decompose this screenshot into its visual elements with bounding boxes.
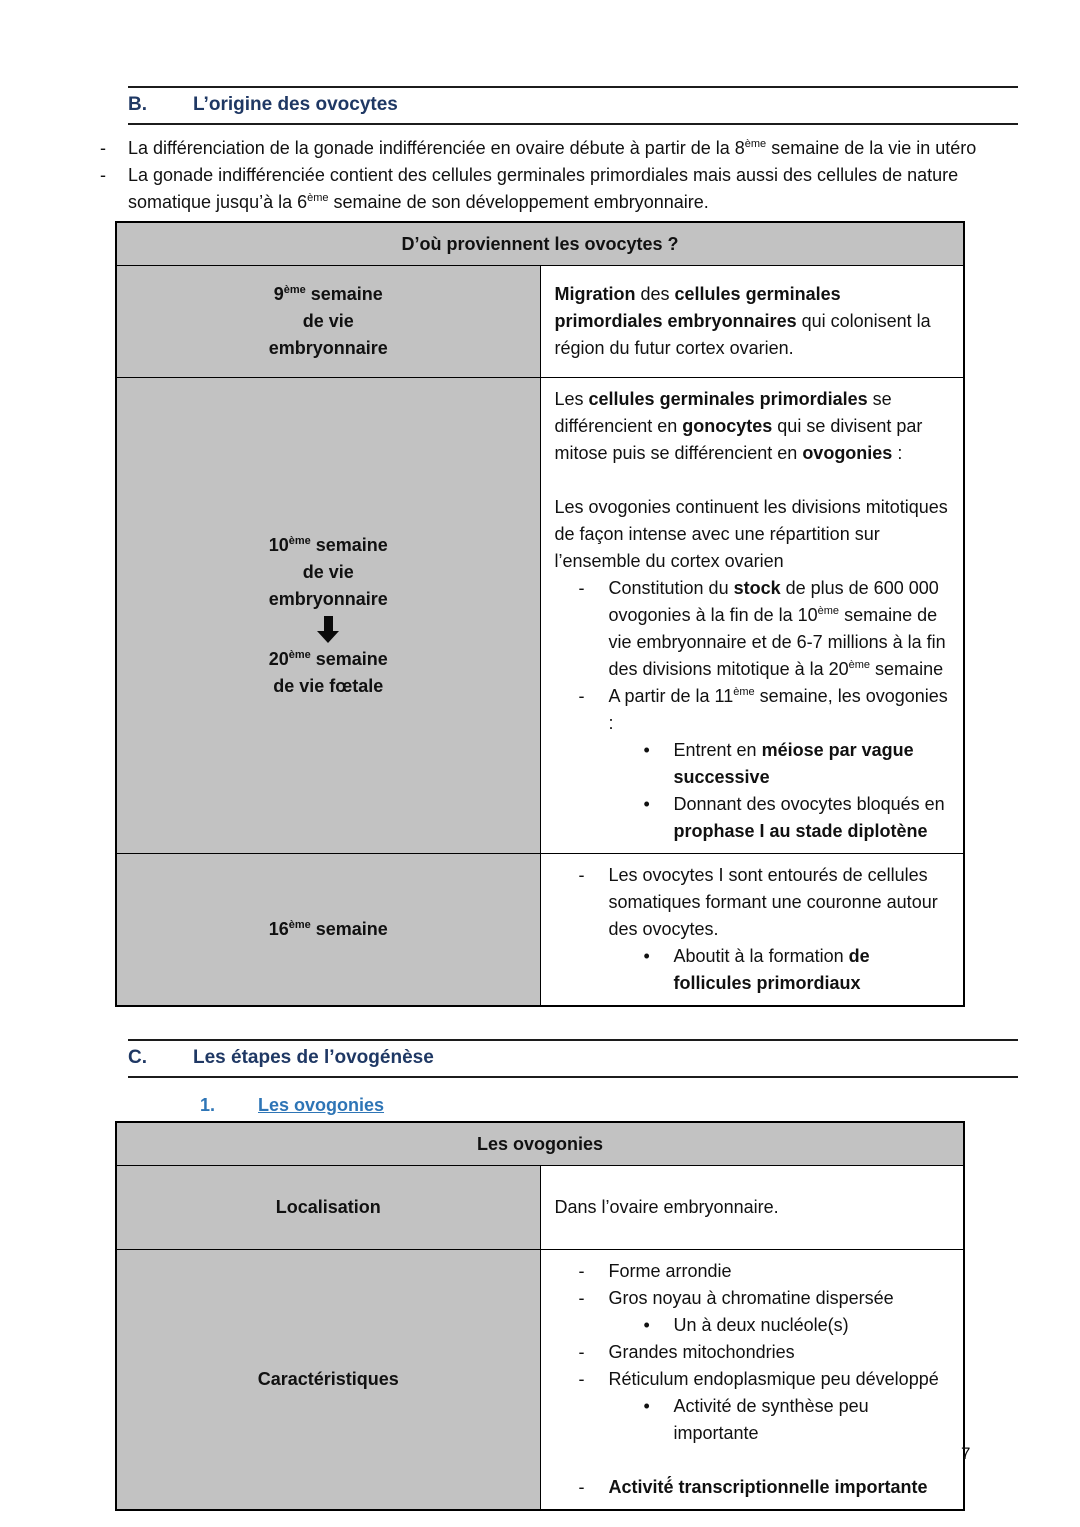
list-item <box>555 1312 950 1339</box>
item-text: La gonade indifférenciée contient des cellules germinales primordiales mais aussi des cellules de nature somatique jusqu’à la 6ème semaine de son développement embryonnaire. <box>128 165 959 212</box>
subsection-number: 1. <box>200 1095 216 1115</box>
item-text: Activité de synthèse peu importante <box>673 1396 869 1443</box>
table-ovogonies <box>115 1121 965 1511</box>
list-item <box>555 862 950 943</box>
bullet-marker: • <box>643 1396 650 1416</box>
dash-marker: - <box>100 138 106 158</box>
row-content-cell <box>540 378 964 854</box>
table-row <box>116 266 964 378</box>
dash-marker: - <box>578 686 585 706</box>
list-item <box>100 135 1014 162</box>
bullet-marker: • <box>643 794 650 814</box>
table-title: D’où proviennent les ovocytes ? <box>116 222 964 266</box>
item-text: Un à deux nucléole(s) <box>673 1315 849 1335</box>
row-content-cell <box>540 1250 964 1511</box>
list-item <box>555 1393 950 1447</box>
row-header-cell <box>116 854 540 1007</box>
list-item <box>555 1339 950 1366</box>
list-item <box>555 683 950 737</box>
row-header-cell <box>116 1250 540 1511</box>
arrow-down-container <box>121 616 536 644</box>
dash-marker: - <box>578 1342 585 1362</box>
bullet-marker: • <box>643 946 650 966</box>
dash-marker: - <box>578 1261 585 1281</box>
subsection-title: Les ovogonies <box>258 1095 385 1115</box>
item-text: Gros noyau à chromatine dispersée <box>608 1288 894 1308</box>
list-item <box>555 1285 950 1312</box>
row-header-cell <box>116 1166 540 1250</box>
paragraph: Migration des cellules germinales primordiales embryonnaires qui colonisent la région du futur cortex ovarien. <box>554 284 931 358</box>
item-text: Donnant des ovocytes bloqués en prophase I au stade diplotène <box>673 794 945 841</box>
subsection-1-heading <box>200 1094 1018 1116</box>
list-item <box>555 943 950 997</box>
spacer <box>555 1447 950 1474</box>
item-text: La différenciation de la gonade indifférenciée en ovaire débute à partir de la 8ème semaine de la vie in utéro <box>128 138 977 158</box>
dash-marker: - <box>100 165 106 185</box>
table-row <box>116 1166 964 1250</box>
section-c-heading <box>128 1039 1018 1078</box>
spacer <box>555 467 950 494</box>
item-text: Réticulum endoplasmique peu développé <box>608 1369 939 1389</box>
paragraph: Les ovogonies continuent les divisions mitotiques de façon intense avec une répartition sur l’ensemble du cortex ovarien <box>554 497 948 571</box>
arrow-down-icon <box>324 616 333 631</box>
list-item <box>555 1366 950 1393</box>
item-text: Aboutit à la formation de follicules primordiaux <box>673 946 870 993</box>
paragraph: Les cellules germinales primordiales se différencient en gonocytes qui se divisent par mitose puis se différencient en ovogonies : <box>554 389 923 463</box>
table-title-row <box>116 1122 964 1166</box>
item-text: Les ovocytes I sont entourés de cellules somatiques formant une couronne autour des ovocytes. <box>608 865 938 939</box>
row-header-cell <box>116 378 540 854</box>
list-item <box>555 1258 950 1285</box>
paragraph: Caractéristiques <box>257 1369 399 1389</box>
dash-marker: - <box>578 578 585 598</box>
table-origine-ovocytes <box>115 221 965 1007</box>
bullet-marker: • <box>643 1315 650 1335</box>
paragraph: 10ème semaine de vie embryonnaire <box>268 534 388 609</box>
section-b-heading <box>128 86 1018 125</box>
table-title-row <box>116 222 964 266</box>
table-row <box>116 1250 964 1511</box>
item-text: Entrent en méiose par vague successive <box>673 740 914 787</box>
bullet-marker: • <box>643 740 650 760</box>
dash-marker: - <box>578 1477 585 1497</box>
table-row <box>116 854 964 1007</box>
paragraph: Localisation <box>275 1197 381 1217</box>
dash-marker: - <box>578 1369 585 1389</box>
section-title: Les étapes de l’ovogénèse <box>193 1047 434 1068</box>
section-title: L’origine des ovocytes <box>193 94 398 115</box>
row-content-cell <box>540 266 964 378</box>
paragraph: 16ème semaine <box>268 919 388 939</box>
row-content-cell <box>540 1166 964 1250</box>
intro-bullet-list <box>100 135 1014 216</box>
list-item <box>555 737 950 791</box>
list-item <box>100 162 1014 216</box>
table-title: Les ovogonies <box>116 1122 964 1166</box>
item-text: Grandes mitochondries <box>608 1342 795 1362</box>
table-row <box>116 378 964 854</box>
dash-marker: - <box>578 1288 585 1308</box>
item-text: Forme arrondie <box>608 1261 732 1281</box>
row-content-cell <box>540 854 964 1007</box>
section-letter: B. <box>128 94 147 115</box>
row-header-cell <box>116 266 540 378</box>
item-text: Constitution du stock de plus de 600 000 ovogonies à la fin de la 10ème semaine de vie embryonnaire et de 6-7 millions à la fin des divisions mitotique à la 20ème semaine <box>608 578 946 679</box>
item-text: Activité́ transcriptionnelle importante <box>608 1477 928 1497</box>
paragraph: 20ème semaine de vie fœtale <box>268 648 388 696</box>
list-item <box>555 791 950 845</box>
section-letter: C. <box>128 1047 147 1068</box>
item-text: A partir de la 11ème semaine, les ovogonies : <box>608 686 948 733</box>
list-item <box>555 1474 950 1501</box>
list-item <box>555 575 950 683</box>
page-number: 7 <box>961 1444 971 1463</box>
paragraph: Dans l’ovaire embryonnaire. <box>554 1197 779 1217</box>
paragraph: 9ème semaine de vie embryonnaire <box>268 284 388 358</box>
dash-marker: - <box>578 865 585 885</box>
